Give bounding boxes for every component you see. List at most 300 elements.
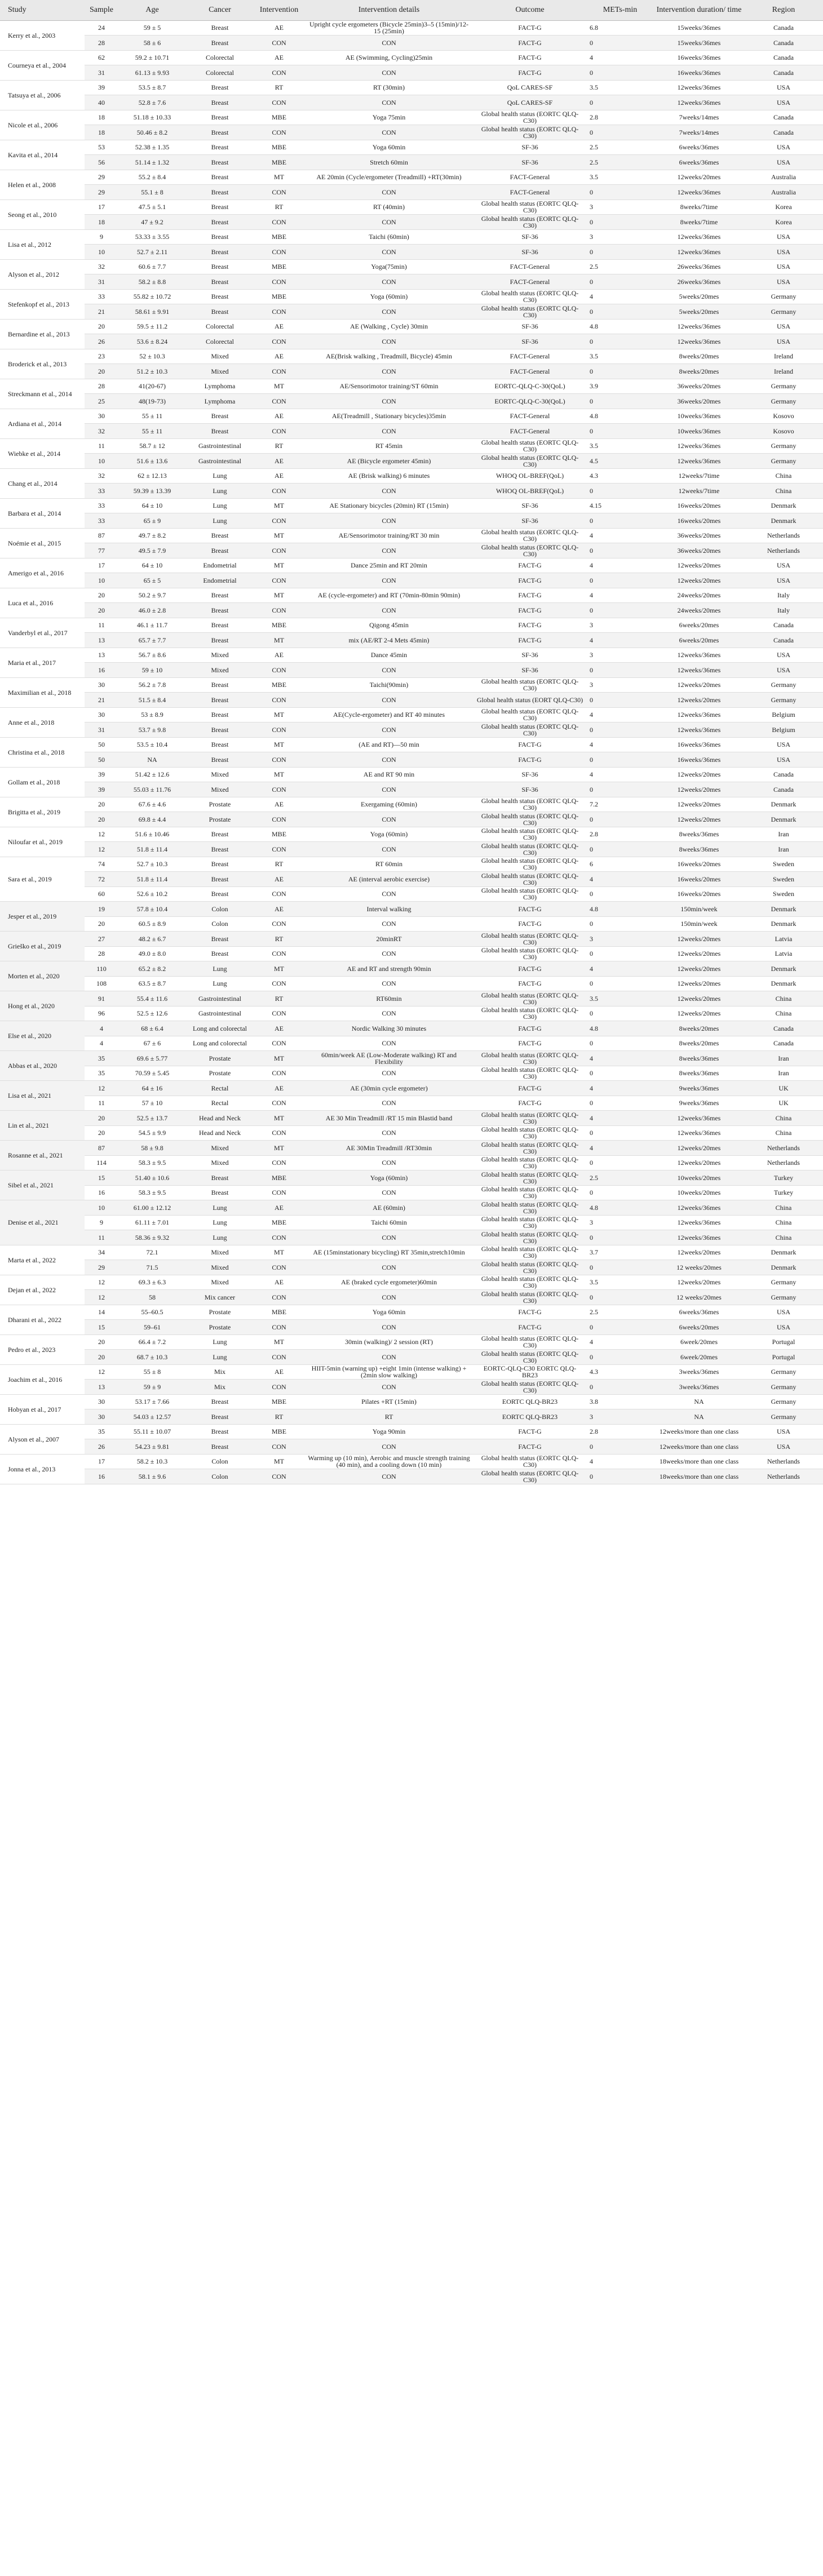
cell-region: USA — [744, 1439, 823, 1455]
cell-intervention-details: Exergaming (60min) — [304, 797, 474, 812]
cell-duration: 12weeks/36mes — [654, 245, 744, 260]
cell-region: Netherlands — [744, 1141, 823, 1156]
cell-age: 54.03 ± 12.57 — [118, 1409, 186, 1425]
cell-study: Lin et al., 2021 — [0, 1111, 85, 1141]
cell-outcome: QoL CARES-SF — [474, 95, 586, 110]
cell-cancer: Breast — [186, 20, 254, 36]
cell-region: Canada — [744, 110, 823, 125]
cell-region: Germany — [744, 1290, 823, 1305]
cell-intervention-details: CON — [304, 1096, 474, 1111]
cell-mets-min: 0 — [586, 1036, 654, 1051]
cell-region: Denmark — [744, 812, 823, 827]
cell-duration: 12weeks/36mes — [654, 95, 744, 110]
cell-duration: 6weeks/36mes — [654, 140, 744, 155]
cell-cancer: Colorectal — [186, 65, 254, 81]
table-row — [0, 677, 823, 693]
cell-duration: 12weeks/20mes — [654, 558, 744, 573]
header-study: Study — [0, 0, 85, 20]
cell-intervention: AE — [254, 454, 304, 469]
table-row — [0, 752, 823, 768]
cell-cancer: Breast — [186, 842, 254, 857]
cell-age: 59 ± 10 — [118, 663, 186, 678]
cell-sample: 12 — [85, 827, 118, 842]
cell-mets-min: 4 — [586, 961, 654, 977]
cell-duration: 16weeks/20mes — [654, 872, 744, 887]
table-row — [0, 1454, 823, 1469]
table-row — [0, 259, 823, 274]
table-row — [0, 304, 823, 320]
cell-cancer: Prostate — [186, 1320, 254, 1335]
table-row — [0, 707, 823, 722]
cell-intervention: MT — [254, 737, 304, 752]
cell-intervention: MT — [254, 633, 304, 648]
table-row — [0, 1141, 823, 1156]
table-row — [0, 20, 823, 36]
cell-age: NA — [118, 752, 186, 768]
cell-mets-min: 0 — [586, 752, 654, 768]
cell-duration: 8weeks/20mes — [654, 1021, 744, 1036]
cell-age: 55–60.5 — [118, 1305, 186, 1320]
cell-age: 72.1 — [118, 1245, 186, 1260]
table-row — [0, 289, 823, 304]
cell-outcome: FACT-G — [474, 36, 586, 51]
cell-intervention-details: RT — [304, 1409, 474, 1425]
cell-intervention: CON — [254, 394, 304, 409]
cell-age: 51.8 ± 11.4 — [118, 872, 186, 887]
cell-cancer: Breast — [186, 170, 254, 185]
cell-duration: 8weeks/7time — [654, 199, 744, 215]
cell-intervention-details: CON — [304, 946, 474, 961]
cell-duration: 26weeks/36mes — [654, 259, 744, 274]
cell-region: Canada — [744, 782, 823, 797]
cell-intervention: MT — [254, 707, 304, 722]
cell-age: 47 ± 9.2 — [118, 215, 186, 230]
table-row — [0, 976, 823, 991]
cell-cancer: Gastrointestinal — [186, 454, 254, 469]
cell-outcome: SF-36 — [474, 513, 586, 529]
cell-cancer: Mixed — [186, 767, 254, 782]
cell-sample: 28 — [85, 946, 118, 961]
cell-intervention-details: CON — [304, 886, 474, 902]
cell-sample: 20 — [85, 319, 118, 334]
cell-study: Sara et al., 2019 — [0, 857, 85, 902]
cell-sample: 31 — [85, 65, 118, 81]
cell-duration: 12weeks/36mes — [654, 454, 744, 469]
cell-sample: 12 — [85, 842, 118, 857]
cell-cancer: Long and colorectal — [186, 1021, 254, 1036]
cell-outcome: SF-36 — [474, 229, 586, 245]
cell-sample: 13 — [85, 633, 118, 648]
cell-duration: 16weeks/36mes — [654, 752, 744, 768]
cell-intervention-details: (AE and RT)—50 min — [304, 737, 474, 752]
cell-sample: 40 — [85, 95, 118, 110]
cell-region: Netherlands — [744, 1454, 823, 1469]
cell-outcome: Global health status (EORTC QLQ-C30) — [474, 1141, 586, 1156]
table-row — [0, 1081, 823, 1096]
cell-region: USA — [744, 334, 823, 349]
cell-sample: 4 — [85, 1036, 118, 1051]
cell-mets-min: 0 — [586, 812, 654, 827]
cell-intervention: MBE — [254, 155, 304, 170]
cell-duration: 36weeks/20mes — [654, 543, 744, 558]
cell-intervention-details: Stretch 60min — [304, 155, 474, 170]
cell-age: 51.14 ± 1.32 — [118, 155, 186, 170]
cell-intervention: MBE — [254, 618, 304, 633]
cell-outcome: Global health status (EORTC QLQ-C30) — [474, 543, 586, 558]
cell-cancer: Breast — [186, 752, 254, 768]
cell-region: USA — [744, 95, 823, 110]
cell-intervention-details: Yoga 75min — [304, 110, 474, 125]
cell-age: 56.7 ± 8.6 — [118, 648, 186, 663]
cell-study: Seong et al., 2010 — [0, 199, 85, 229]
header-outcome: Outcome — [474, 0, 586, 20]
cell-mets-min: 3.9 — [586, 379, 654, 394]
cell-intervention: CON — [254, 513, 304, 529]
cell-intervention-details: Pilates +RT (15min) — [304, 1394, 474, 1409]
cell-age: 51.18 ± 10.33 — [118, 110, 186, 125]
cell-duration: 16weeks/20mes — [654, 857, 744, 872]
cell-mets-min: 2.5 — [586, 140, 654, 155]
cell-age: 52.5 ± 13.7 — [118, 1111, 186, 1126]
cell-age: 52.6 ± 10.2 — [118, 886, 186, 902]
cell-intervention-details: CON — [304, 543, 474, 558]
table-row — [0, 693, 823, 708]
cell-sample: 20 — [85, 588, 118, 603]
cell-mets-min: 4 — [586, 872, 654, 887]
cell-mets-min: 4 — [586, 633, 654, 648]
cell-mets-min: 3.5 — [586, 170, 654, 185]
table-row — [0, 484, 823, 499]
cell-mets-min: 4 — [586, 737, 654, 752]
cell-age: 52.8 ± 7.6 — [118, 95, 186, 110]
cell-outcome: Global health status (EORTC QLQ-C30) — [474, 1006, 586, 1021]
cell-age: 55.11 ± 10.07 — [118, 1424, 186, 1439]
cell-duration: 24weeks/20mes — [654, 603, 744, 618]
cell-duration: 18weeks/more than one class — [654, 1469, 744, 1484]
cell-duration: 12weeks/20mes — [654, 782, 744, 797]
cell-mets-min: 0 — [586, 1096, 654, 1111]
cell-duration: 15weeks/36mes — [654, 36, 744, 51]
cell-intervention-details: CON — [304, 976, 474, 991]
cell-outcome: Global health status (EORTC QLQ-C30) — [474, 199, 586, 215]
cell-sample: 18 — [85, 215, 118, 230]
cell-intervention-details: CON — [304, 1320, 474, 1335]
cell-duration: 150min/week — [654, 916, 744, 932]
cell-intervention: CON — [254, 1185, 304, 1200]
cell-age: 54.23 ± 9.81 — [118, 1439, 186, 1455]
cell-intervention: MT — [254, 528, 304, 543]
cell-duration: 16weeks/36mes — [654, 737, 744, 752]
cell-intervention-details: CON — [304, 185, 474, 200]
cell-intervention-details: CON — [304, 603, 474, 618]
cell-intervention: CON — [254, 424, 304, 439]
cell-intervention-details: AE/Sensorimotor training/ST 60min — [304, 379, 474, 394]
cell-sample: 12 — [85, 1364, 118, 1380]
table-row — [0, 1409, 823, 1425]
cell-duration: 12 weeks/20mes — [654, 1260, 744, 1275]
cell-duration: 12weeks/20mes — [654, 812, 744, 827]
cell-intervention: CON — [254, 886, 304, 902]
cell-age: 66.4 ± 7.2 — [118, 1334, 186, 1350]
cell-duration: 12weeks/more than one class — [654, 1439, 744, 1455]
cell-intervention: MT — [254, 1454, 304, 1469]
cell-cancer: Breast — [186, 289, 254, 304]
cell-study: Ardiana et al., 2014 — [0, 409, 85, 438]
cell-duration: 16weeks/20mes — [654, 886, 744, 902]
cell-mets-min: 4.5 — [586, 454, 654, 469]
table-row — [0, 767, 823, 782]
cell-intervention-details: AE (Walking , Cycle) 30min — [304, 319, 474, 334]
cell-region: Germany — [744, 1380, 823, 1395]
cell-outcome: Global health status (EORTC QLQ-C30) — [474, 857, 586, 872]
cell-region: Belgium — [744, 707, 823, 722]
cell-region: Denmark — [744, 513, 823, 529]
cell-cancer: Breast — [186, 245, 254, 260]
cell-age: 59–61 — [118, 1320, 186, 1335]
cell-mets-min: 0 — [586, 1320, 654, 1335]
cell-intervention-details: CON — [304, 1439, 474, 1455]
cell-outcome: Global health status (EORTC QLQ-C30) — [474, 215, 586, 230]
cell-sample: 29 — [85, 185, 118, 200]
cell-outcome: Global health status (EORTC QLQ-C30) — [474, 722, 586, 738]
cell-age: 52.7 ± 2.11 — [118, 245, 186, 260]
cell-cancer: Breast — [186, 155, 254, 170]
cell-region: Korea — [744, 215, 823, 230]
table-row — [0, 1439, 823, 1455]
cell-intervention-details: AE (braked cycle ergometer)60min — [304, 1275, 474, 1290]
table-row — [0, 319, 823, 334]
cell-outcome: EORTC-QLQ-C30 EORTC QLQ-BR23 — [474, 1364, 586, 1380]
cell-cancer: Breast — [186, 229, 254, 245]
cell-duration: 8weeks/36mes — [654, 1066, 744, 1081]
cell-outcome: Global health status (EORTC QLQ-C30) — [474, 1290, 586, 1305]
cell-cancer: Rectal — [186, 1096, 254, 1111]
cell-intervention: MBE — [254, 827, 304, 842]
table-row — [0, 1036, 823, 1051]
cell-intervention-details: AE(Cycle-ergometer) and RT 40 minutes — [304, 707, 474, 722]
cell-outcome: SF-36 — [474, 648, 586, 663]
cell-intervention-details: AE (30min cycle ergometer) — [304, 1081, 474, 1096]
table-row — [0, 857, 823, 872]
cell-intervention: CON — [254, 36, 304, 51]
cell-sample: 60 — [85, 886, 118, 902]
cell-sample: 16 — [85, 1469, 118, 1484]
cell-sample: 26 — [85, 334, 118, 349]
cell-outcome: SF-36 — [474, 245, 586, 260]
cell-mets-min: 3.8 — [586, 1394, 654, 1409]
cell-study: Stefenkopf et al., 2013 — [0, 289, 85, 319]
cell-mets-min: 2.5 — [586, 259, 654, 274]
cell-sample: 20 — [85, 603, 118, 618]
cell-age: 52 ± 10.3 — [118, 349, 186, 364]
cell-mets-min: 3.5 — [586, 991, 654, 1007]
cell-cancer: Lymphoma — [186, 394, 254, 409]
cell-sample: 31 — [85, 274, 118, 290]
cell-study: Chang et al., 2014 — [0, 468, 85, 498]
cell-cancer: Colon — [186, 1454, 254, 1469]
cell-study: Brigitta et al., 2019 — [0, 797, 85, 827]
cell-region: Denmark — [744, 961, 823, 977]
cell-intervention: CON — [254, 603, 304, 618]
cell-age: 53 ± 8.9 — [118, 707, 186, 722]
cell-mets-min: 0 — [586, 1155, 654, 1170]
cell-cancer: Head and Neck — [186, 1111, 254, 1126]
cell-region: Sweden — [744, 886, 823, 902]
header-intervention-details: Intervention details — [304, 0, 474, 20]
cell-duration: 12weeks/36mes — [654, 319, 744, 334]
cell-study: Kerry et al., 2003 — [0, 20, 85, 50]
cell-mets-min: 4 — [586, 1051, 654, 1066]
cell-intervention-details: CON — [304, 36, 474, 51]
cell-cancer: Gastrointestinal — [186, 1006, 254, 1021]
cell-duration: 36weeks/20mes — [654, 394, 744, 409]
cell-intervention-details: mix (AE/RT 2-4 Mets 45min) — [304, 633, 474, 648]
cell-outcome: Global health status (EORTC QLQ-C30) — [474, 872, 586, 887]
cell-outcome: Global health status (EORTC QLQ-C30) — [474, 1051, 586, 1066]
cell-region: Canada — [744, 125, 823, 140]
cell-duration: 12weeks/20mes — [654, 1245, 744, 1260]
cell-age: 65.7 ± 7.7 — [118, 633, 186, 648]
cell-mets-min: 0 — [586, 1439, 654, 1455]
table-row — [0, 573, 823, 588]
table-row — [0, 722, 823, 738]
table-body — [0, 20, 823, 1484]
cell-sample: 20 — [85, 1111, 118, 1126]
cell-region: Sweden — [744, 872, 823, 887]
cell-outcome: Global health status (EORTC QLQ-C30) — [474, 1125, 586, 1141]
cell-intervention-details: AE(Brisk walking , Treadmill, Bicycle) 45min — [304, 349, 474, 364]
cell-study: Lisa et al., 2012 — [0, 229, 85, 259]
cell-study: Morten et al., 2020 — [0, 961, 85, 991]
cell-age: 61.11 ± 7.01 — [118, 1215, 186, 1230]
cell-sample: 15 — [85, 1170, 118, 1186]
cell-cancer: Breast — [186, 110, 254, 125]
cell-sample: 39 — [85, 782, 118, 797]
cell-age: 53.5 ± 10.4 — [118, 737, 186, 752]
cell-sample: 35 — [85, 1051, 118, 1066]
cell-region: Kosovo — [744, 424, 823, 439]
cell-mets-min: 4.3 — [586, 468, 654, 484]
cell-outcome: SF-36 — [474, 140, 586, 155]
cell-intervention: AE — [254, 1275, 304, 1290]
cell-age: 51.40 ± 10.6 — [118, 1170, 186, 1186]
cell-mets-min: 4.8 — [586, 902, 654, 917]
cell-duration: 5weeks/20mes — [654, 289, 744, 304]
cell-duration: 12weeks/20mes — [654, 976, 744, 991]
cell-intervention: CON — [254, 185, 304, 200]
cell-cancer: Mixed — [186, 782, 254, 797]
cell-age: 54.5 ± 9.9 — [118, 1125, 186, 1141]
cell-outcome: Global health status (EORTC QLQ-C30) — [474, 289, 586, 304]
cell-intervention: MT — [254, 588, 304, 603]
cell-age: 51.5 ± 8.4 — [118, 693, 186, 708]
cell-outcome: WHOQ OL-BREF(QoL) — [474, 484, 586, 499]
table-row — [0, 1245, 823, 1260]
cell-intervention-details: CON — [304, 1230, 474, 1245]
cell-age: 55.82 ± 10.72 — [118, 289, 186, 304]
cell-outcome: Global health status (EORTC QLQ-C30) — [474, 1380, 586, 1395]
cell-age: 58.61 ± 9.91 — [118, 304, 186, 320]
cell-region: UK — [744, 1081, 823, 1096]
cell-cancer: Lung — [186, 468, 254, 484]
cell-sample: 12 — [85, 1290, 118, 1305]
cell-intervention: CON — [254, 1260, 304, 1275]
cell-mets-min: 0 — [586, 394, 654, 409]
cell-intervention-details: CON — [304, 424, 474, 439]
cell-age: 58.36 ± 9.32 — [118, 1230, 186, 1245]
cell-outcome: Global health status (EORTC QLQ-C30) — [474, 1350, 586, 1365]
cell-region: Germany — [744, 438, 823, 454]
table-row — [0, 1006, 823, 1021]
cell-cancer: Breast — [186, 1185, 254, 1200]
cell-age: 51.42 ± 12.6 — [118, 767, 186, 782]
cell-age: 70.59 ± 5.45 — [118, 1066, 186, 1081]
cell-intervention: CON — [254, 976, 304, 991]
cell-intervention: CON — [254, 543, 304, 558]
table-row — [0, 1290, 823, 1305]
table-row — [0, 1111, 823, 1126]
cell-intervention-details: 30min (walking)/ 2 session (RT) — [304, 1334, 474, 1350]
cell-region: Netherlands — [744, 543, 823, 558]
cell-region: USA — [744, 245, 823, 260]
cell-duration: 16weeks/20mes — [654, 498, 744, 513]
table-row — [0, 125, 823, 140]
cell-intervention: RT — [254, 857, 304, 872]
cell-age: 53.5 ± 8.7 — [118, 80, 186, 95]
cell-duration: 8weeks/7time — [654, 215, 744, 230]
cell-sample: 20 — [85, 1350, 118, 1365]
table-row — [0, 782, 823, 797]
cell-intervention-details: CON — [304, 573, 474, 588]
cell-region: UK — [744, 1096, 823, 1111]
cell-duration: 12weeks/36mes — [654, 229, 744, 245]
table-row — [0, 1125, 823, 1141]
cell-outcome: SF-36 — [474, 663, 586, 678]
cell-duration: NA — [654, 1394, 744, 1409]
cell-region: USA — [744, 752, 823, 768]
cell-cancer: Mixed — [186, 364, 254, 379]
cell-outcome: FACT-General — [474, 364, 586, 379]
cell-region: Turkey — [744, 1185, 823, 1200]
cell-duration: 10weeks/20mes — [654, 1185, 744, 1200]
cell-intervention: CON — [254, 1125, 304, 1141]
cell-region: Australia — [744, 185, 823, 200]
cell-intervention-details: CON — [304, 245, 474, 260]
cell-intervention-details: CON — [304, 1350, 474, 1365]
cell-cancer: Colon — [186, 1469, 254, 1484]
cell-outcome: FACT-G — [474, 588, 586, 603]
cell-region: USA — [744, 648, 823, 663]
cell-study: Gollam et al., 2018 — [0, 767, 85, 797]
cell-cancer: Lung — [186, 976, 254, 991]
cell-region: USA — [744, 573, 823, 588]
cell-intervention: CON — [254, 782, 304, 797]
cell-sample: 35 — [85, 1066, 118, 1081]
cell-mets-min: 0 — [586, 334, 654, 349]
cell-sample: 33 — [85, 289, 118, 304]
cell-mets-min: 4 — [586, 1081, 654, 1096]
cell-mets-min: 0 — [586, 722, 654, 738]
cell-region: Germany — [744, 693, 823, 708]
cell-cancer: Prostate — [186, 1305, 254, 1320]
cell-age: 51.2 ± 10.3 — [118, 364, 186, 379]
cell-mets-min: 4.8 — [586, 409, 654, 424]
cell-intervention-details: CON — [304, 1036, 474, 1051]
cell-intervention: CON — [254, 663, 304, 678]
cell-cancer: Breast — [186, 693, 254, 708]
table-row — [0, 110, 823, 125]
cell-age: 47.5 ± 5.1 — [118, 199, 186, 215]
